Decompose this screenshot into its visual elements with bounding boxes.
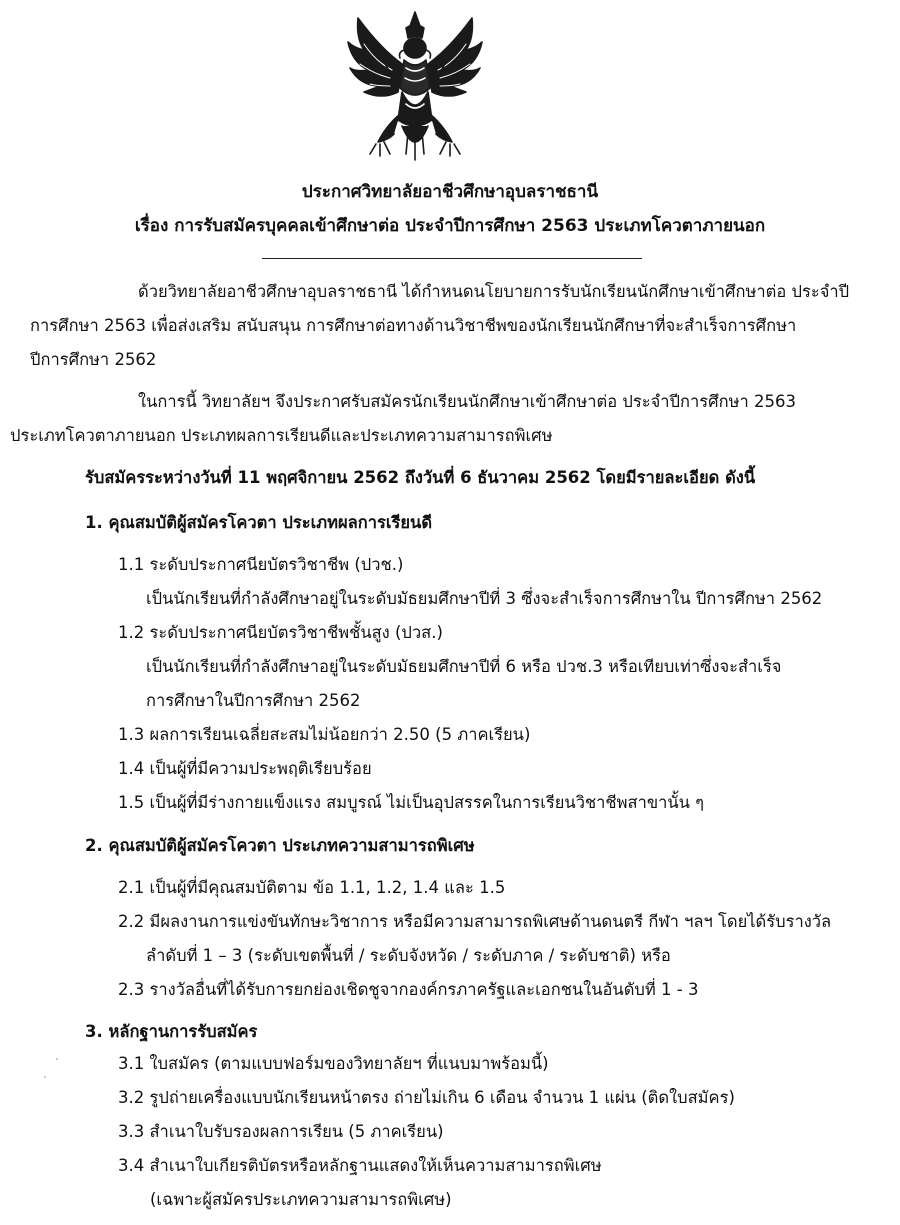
section2-heading: 2. คุณสมบัติผู้สมัครโควตา ประเภทความสามารถพิเศษ: [85, 836, 475, 855]
section2-item-2-2: 2.2 มีผลงานการแข่งขันทักษะวิชาการ หรือมีความสามารถพิเศษด้านดนตรี กีฬา ฯลฯ โดยได้รับรางวัล: [118, 912, 832, 931]
scan-speck: [56, 1058, 58, 1060]
intro-para1-line1: ด้วยวิทยาลัยอาชีวศึกษาอุบลราชธานี ได้กำหนดนโยบายการรับนักเรียนนักศึกษาเข้าศึกษาต่อ ประจำปี: [138, 282, 850, 301]
section3-item-3-4-note: (เฉพาะผู้สมัครประเภทความสามารถพิเศษ): [150, 1190, 452, 1209]
document-subject: เรื่อง การรับสมัครบุคคลเข้าศึกษาต่อ ประจำปีการศึกษา 2563 ประเภทโควตาภายนอก: [134, 216, 766, 236]
title-divider: [262, 258, 642, 259]
section3-item-3-4: 3.4 สำเนาใบเกียรติบัตรหรือหลักฐานแสดงให้เห็นความสามารถพิเศษ: [118, 1156, 602, 1175]
section1-item-1-1: 1.1 ระดับประกาศนียบัตรวิชาชีพ (ปวช.): [118, 555, 404, 574]
scan-speck: [44, 1076, 46, 1078]
intro-para2-line2: ประเภทโควตาภายนอก ประเภทผลการเรียนดีและประเภทความสามารถพิเศษ: [10, 426, 553, 445]
section2-item-2-1: 2.1 เป็นผู้ที่มีคุณสมบัติตาม ข้อ 1.1, 1.2, 1.4 และ 1.5: [118, 878, 506, 897]
application-period: รับสมัครระหว่างวันที่ 11 พฤศจิกายน 2562 ถึงวันที่ 6 ธันวาคม 2562 โดยมีรายละเอียด ดังนี้: [85, 468, 756, 487]
section3-heading: 3. หลักฐานการรับสมัคร: [85, 1022, 258, 1041]
section3-item-3-1: 3.1 ใบสมัคร (ตามแบบฟอร์มของวิทยาลัยฯ ที่แนบมาพร้อมนี้): [118, 1054, 549, 1073]
section3-item-3-3: 3.3 สำเนาใบรับรองผลการเรียน (5 ภาคเรียน): [118, 1122, 444, 1141]
intro-para1-line3: ปีการศึกษา 2562: [30, 350, 157, 369]
section1-item-1-2-detail: เป็นนักเรียนที่กำลังศึกษาอยู่ในระดับมัธยมศึกษาปีที่ 6 หรือ ปวช.3 หรือเทียบเท่าซึ่งจะสำเร็จ: [146, 657, 782, 676]
section2-item-2-2-cont: ลำดับที่ 1 – 3 (ระดับเขตพื้นที่ / ระดับจังหวัด / ระดับภาค / ระดับชาติ) หรือ: [146, 946, 671, 965]
garuda-emblem-icon: [340, 8, 490, 168]
section1-item-1-3: 1.3 ผลการเรียนเฉลี่ยสะสมไม่น้อยกว่า 2.50 (5 ภาคเรียน): [118, 725, 531, 744]
section2-item-2-3: 2.3 รางวัลอื่นที่ได้รับการยกย่องเชิดชูจากองค์กรภาครัฐและเอกชนในอันดับที่ 1 - 3: [118, 980, 699, 999]
section3-item-3-2: 3.2 รูปถ่ายเครื่องแบบนักเรียนหน้าตรง ถ่ายไม่เกิน 6 เดือน จำนวน 1 แผ่น (ติดใบสมัคร): [118, 1088, 735, 1107]
section1-item-1-2: 1.2 ระดับประกาศนียบัตรวิชาชีพชั้นสูง (ปวส.): [118, 623, 443, 642]
section1-heading: 1. คุณสมบัติผู้สมัครโควตา ประเภทผลการเรียนดี: [85, 513, 433, 532]
section1-item-1-4: 1.4 เป็นผู้ที่มีความประพฤติเรียบร้อย: [118, 759, 372, 778]
section1-item-1-5: 1.5 เป็นผู้ที่มีร่างกายแข็งแรง สมบูรณ์ ไม่เป็นอุปสรรคในการเรียนวิชาชีพสาขานั้น ๆ: [118, 793, 705, 812]
section1-item-1-2-detail-cont: การศึกษาในปีการศึกษา 2562: [146, 691, 361, 710]
document-title: ประกาศวิทยาลัยอาชีวศึกษาอุบลราชธานี: [301, 182, 599, 202]
intro-para1-line2: การศึกษา 2563 เพื่อส่งเสริม สนับสนุน การศึกษาต่อทางด้านวิชาชีพของนักเรียนนักศึกษาที่จะสำเร็จการศึกษา: [30, 316, 797, 335]
section1-item-1-1-detail: เป็นนักเรียนที่กำลังศึกษาอยู่ในระดับมัธยมศึกษาปีที่ 3 ซึ่งจะสำเร็จการศึกษาใน ปีการศึกษา 2562: [146, 589, 823, 608]
intro-para2-line1: ในการนี้ วิทยาลัยฯ จึงประกาศรับสมัครนักเรียนนักศึกษาเข้าศึกษาต่อ ประจำปีการศึกษา 2563: [138, 392, 796, 411]
